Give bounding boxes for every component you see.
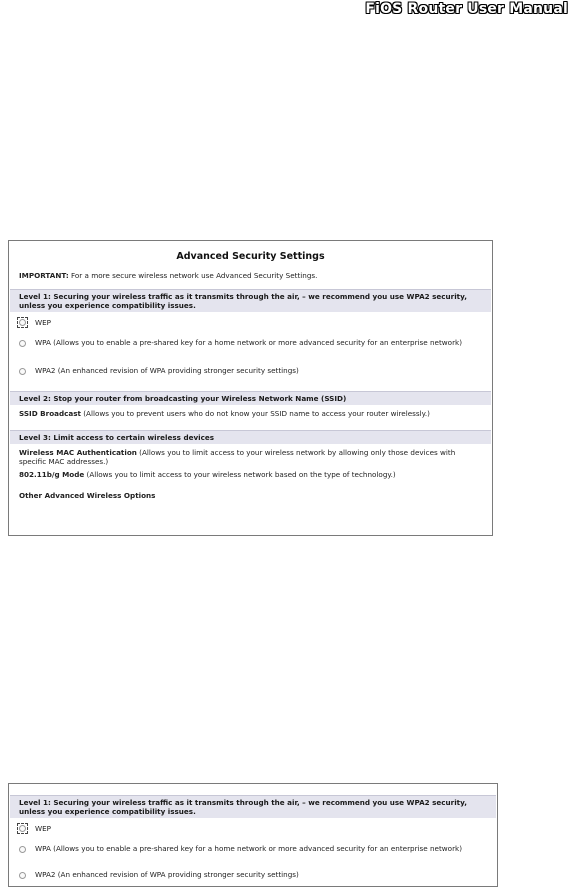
option-wpa2-label-crop: WPA2 (An enhanced revision of WPA providing stronger security settings) (35, 870, 299, 879)
option-wep-label-crop: WEP (35, 824, 51, 833)
mac-auth-item[interactable] (19, 448, 482, 466)
wpa2-radio-crop[interactable] (19, 872, 26, 879)
option-wpa[interactable] (9, 338, 492, 360)
level1-crop-panel (8, 783, 498, 887)
ssid-broadcast-link[interactable]: SSID Broadcast (19, 409, 81, 418)
option-wep[interactable] (9, 318, 492, 334)
option-wep-crop[interactable] (9, 824, 497, 840)
wpa2-radio[interactable] (19, 368, 26, 375)
ssid-broadcast-item[interactable] (19, 409, 482, 430)
wpa-radio[interactable] (19, 340, 26, 347)
wpa-radio-crop[interactable] (19, 846, 26, 853)
mode-item[interactable] (19, 470, 482, 479)
mac-auth-desc: (Allows you to limit access to your wireless network by allowing only those devices with specific MAC addresses.) (19, 448, 456, 466)
option-wpa-label-crop: WPA (Allows you to enable a pre-shared key for a home network or more advanced security for an enterprise network) (35, 844, 462, 853)
mode-desc: (Allows you to limit access to your wireless network based on the type of technology.) (84, 470, 396, 479)
option-wpa2-label: WPA2 (An enhanced revision of WPA providing stronger security settings) (35, 366, 299, 375)
level3-header: Level 3: Limit access to certain wireless devices (10, 430, 491, 444)
level1-header: Level 1: Securing your wireless traffic as it transmits through the air, – we recommend you use WPA2 security, unless you experience compatibility issues. (10, 289, 491, 312)
mode-link[interactable]: 802.11b/g Mode (19, 470, 85, 479)
option-wpa-crop[interactable] (9, 844, 497, 866)
option-wpa-label: WPA (Allows you to enable a pre-shared key for a home network or more advanced security for an enterprise network) (35, 338, 462, 347)
important-note (19, 271, 492, 280)
advanced-security-panel (8, 240, 493, 536)
wep-radio-crop[interactable] (19, 825, 26, 832)
important-label: IMPORTANT: (19, 271, 69, 280)
important-text: For a more secure wireless network use Advanced Security Settings. (68, 271, 318, 280)
panel-title: Advanced Security Settings (176, 251, 325, 262)
option-wpa2[interactable] (9, 366, 492, 386)
level2-header: Level 2: Stop your router from broadcasting your Wireless Network Name (SSID) (10, 391, 491, 405)
option-wep-label: WEP (35, 318, 51, 327)
document-header-title: FiOS Router User Manual (365, 1, 568, 17)
wep-radio-focus[interactable] (17, 317, 28, 328)
wep-radio[interactable] (19, 319, 26, 326)
option-wpa2-crop[interactable] (9, 870, 497, 882)
wep-radio-focus-crop[interactable] (17, 823, 28, 834)
level1-header-crop: Level 1: Securing your wireless traffic as it transmits through the air, – we recommend you use WPA2 security, unless you experience compatibility issues. (10, 795, 496, 818)
other-wireless-options-link[interactable]: Other Advanced Wireless Options (19, 491, 156, 500)
ssid-broadcast-desc: (Allows you to prevent users who do not know your SSID name to access your router wirelessly.) (80, 409, 430, 418)
mac-auth-link[interactable]: Wireless MAC Authentication (19, 448, 137, 457)
